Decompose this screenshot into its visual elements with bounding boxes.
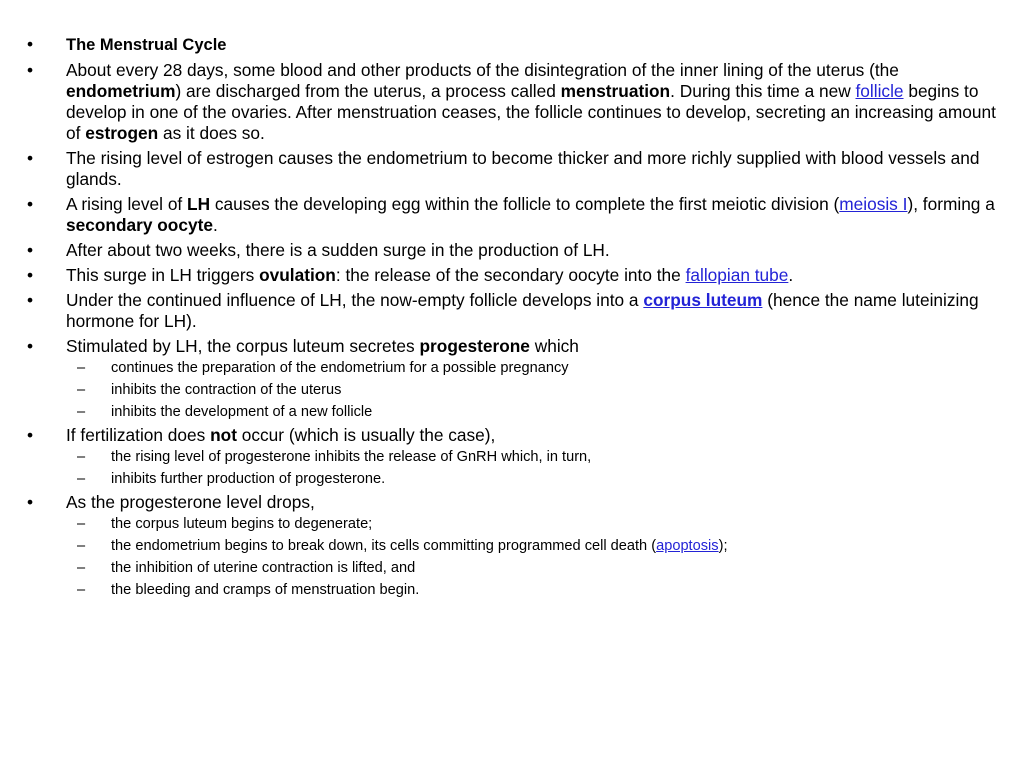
term-not: not — [210, 425, 237, 445]
text: As the progesterone level drops, — [66, 492, 315, 512]
bullet-estrogen — [0, 148, 1024, 190]
sub-item: – inhibits further production of progesterone. — [0, 470, 1014, 488]
bullet-corpus-luteum — [0, 290, 1024, 332]
term-secondary-oocyte: secondary oocyte — [66, 215, 213, 235]
text: After about two weeks, there is a sudden surge in the production of LH. — [66, 240, 610, 260]
sub-list — [66, 515, 1014, 599]
term-progesterone: progesterone — [419, 336, 530, 356]
text: as it does so. — [158, 123, 265, 143]
bullet-lh — [0, 194, 1024, 236]
text: If fertilization does — [66, 425, 211, 445]
link-corpus-luteum[interactable]: corpus luteum — [643, 290, 763, 310]
text: . — [212, 215, 218, 235]
sub-item — [0, 537, 1014, 555]
sub-item: – the inhibition of uterine contraction is lifted, and — [0, 559, 1014, 577]
slide-content — [0, 34, 1024, 603]
sub-item: – inhibits the development of a new follicle — [0, 403, 1014, 421]
text: (hence the name luteinizing hormone for LH). — [66, 290, 979, 331]
sub-item: – continues the preparation of the endometrium for a possible pregnancy — [0, 359, 1014, 377]
text: causes the developing egg within the follicle to complete the first meiotic division ( — [210, 194, 840, 214]
text: This surge in LH triggers — [66, 265, 260, 285]
sub-item: – the bleeding and cramps of menstruation begin. — [0, 581, 1014, 599]
text: ); — [718, 538, 728, 554]
text: occur (which is usually the case), — [236, 425, 496, 445]
sub-item: – the corpus luteum begins to degenerate; — [0, 515, 1014, 533]
bullet-progesterone-drops — [0, 492, 1024, 599]
text: the endometrium begins to break down, its cells committing programmed cell death ( — [111, 538, 657, 554]
bullet-title — [0, 34, 1024, 56]
text: About every 28 days, some blood and other products of the disintegration of the inner lining of the uterus (the — [66, 60, 899, 80]
text: A rising level of — [66, 194, 188, 214]
text: Under the continued influence of LH, the now-empty follicle develops into a — [66, 290, 644, 310]
bullet-progesterone — [0, 336, 1024, 421]
text: . — [788, 265, 794, 285]
text: begins to develop in one of the ovaries. After menstruation ceases, the follicle continues to develop, secreting an increasing amount of — [66, 81, 996, 143]
text: which — [529, 336, 579, 356]
sub-list — [66, 448, 1014, 488]
term-endometrium: endometrium — [66, 81, 176, 101]
link-fallopian-tube[interactable]: fallopian tube — [685, 265, 789, 285]
bullet-ovulation — [0, 265, 1024, 286]
link-meiosis[interactable]: meiosis I — [839, 194, 908, 214]
text: Stimulated by LH, the corpus luteum secretes — [66, 336, 420, 356]
link-apoptosis[interactable]: apoptosis — [656, 538, 719, 554]
text: . During this time a new — [670, 81, 856, 101]
term-estrogen: estrogen — [85, 123, 159, 143]
bullet-menstruation — [0, 60, 1024, 144]
text: ), forming a — [907, 194, 995, 214]
sub-item: – the rising level of progesterone inhibits the release of GnRH which, in turn, — [0, 448, 1014, 466]
slide-title: The Menstrual Cycle — [66, 36, 227, 54]
text: ) are discharged from the uterus, a process called — [175, 81, 561, 101]
term-ovulation: ovulation — [259, 265, 336, 285]
term-lh: LH — [187, 194, 211, 214]
bullet-two-weeks — [0, 240, 1024, 261]
text: The rising level of estrogen causes the endometrium to become thicker and more richly supplied with blood vessels and glands. — [66, 148, 980, 189]
term-menstruation: menstruation — [560, 81, 671, 101]
bullet-fertilization — [0, 425, 1024, 488]
text: : the release of the secondary oocyte into the — [335, 265, 686, 285]
bullet-list — [0, 34, 1024, 599]
link-follicle[interactable]: follicle — [855, 81, 904, 101]
sub-item: – inhibits the contraction of the uterus — [0, 381, 1014, 399]
sub-list — [66, 359, 1014, 421]
